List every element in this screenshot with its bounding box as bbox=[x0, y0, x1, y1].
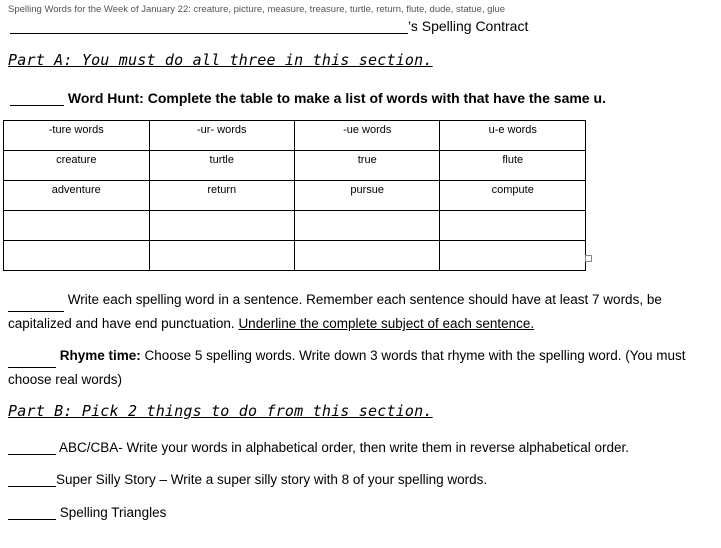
option-blank[interactable] bbox=[8, 473, 56, 487]
table-cell[interactable] bbox=[295, 241, 440, 271]
option-text: Super Silly Story – Write a super silly story with 8 of your spelling words. bbox=[56, 472, 488, 487]
table-cell[interactable] bbox=[4, 241, 150, 271]
table-cell[interactable] bbox=[440, 211, 586, 241]
table-header-cell: u-e words bbox=[440, 121, 586, 151]
word-hunt-label: Word Hunt: Complete the table to make a list of words with that have the same u. bbox=[67, 90, 606, 106]
table-header-row bbox=[4, 121, 586, 151]
table-cell[interactable] bbox=[149, 241, 294, 271]
part-a-heading: Part A: You must do all three in this section. bbox=[8, 51, 433, 69]
option-abc-cba bbox=[8, 440, 629, 455]
rhyme-task-label: Rhyme time: bbox=[59, 348, 141, 363]
rhyme-task bbox=[8, 344, 713, 392]
rhyme-task-blank[interactable] bbox=[8, 354, 56, 368]
table-cell[interactable]: true bbox=[295, 151, 440, 181]
table-cell[interactable] bbox=[149, 211, 294, 241]
table-cell[interactable]: compute bbox=[440, 181, 586, 211]
option-text: Spelling Triangles bbox=[59, 505, 167, 520]
table-header-cell: -ur- words bbox=[149, 121, 294, 151]
option-spelling-triangles bbox=[8, 505, 166, 520]
table-header-cell: -ture words bbox=[4, 121, 150, 151]
table-cell[interactable] bbox=[4, 211, 150, 241]
word-hunt-blank[interactable] bbox=[10, 92, 64, 106]
option-text: ABC/CBA- Write your words in alphabetical order, then write them in reverse alphabetical order. bbox=[59, 440, 630, 455]
contract-title bbox=[10, 18, 528, 34]
table-row bbox=[4, 241, 586, 271]
table-resize-handle[interactable] bbox=[585, 255, 592, 262]
word-hunt-table bbox=[3, 120, 586, 271]
word-hunt-instruction bbox=[10, 90, 606, 106]
option-blank[interactable] bbox=[8, 506, 56, 520]
table-cell[interactable]: pursue bbox=[295, 181, 440, 211]
sentence-task-blank[interactable] bbox=[8, 298, 64, 312]
sentence-task-text: Write each spelling word in a sentence. Remember each sentence should have at least 7 words, be capitalized and have end punctuation. bbox=[8, 292, 662, 331]
table-cell[interactable]: adventure bbox=[4, 181, 150, 211]
table-row bbox=[4, 151, 586, 181]
option-super-silly-story bbox=[8, 472, 487, 487]
spelling-words-header: Spelling Words for the Week of January 22: creature, picture, measure, treasure, turtle, return, flute, dude, statue, glue bbox=[8, 4, 506, 15]
sentence-task-underlined: Underline the complete subject of each sentence. bbox=[238, 316, 535, 331]
sentence-task bbox=[8, 288, 713, 336]
table-cell[interactable]: flute bbox=[440, 151, 586, 181]
table-cell[interactable]: creature bbox=[4, 151, 150, 181]
option-blank[interactable] bbox=[8, 441, 56, 455]
contract-title-text: ’s Spelling Contract bbox=[408, 18, 529, 34]
table-header-cell: -ue words bbox=[295, 121, 440, 151]
rhyme-task-text: Choose 5 spelling words. Write down 3 words that rhyme with the spelling word. (You must choose real words) bbox=[8, 348, 686, 387]
table-cell[interactable]: return bbox=[149, 181, 294, 211]
table-row bbox=[4, 211, 586, 241]
part-b-heading: Part B: Pick 2 things to do from this section. bbox=[8, 402, 433, 420]
table-cell[interactable]: turtle bbox=[149, 151, 294, 181]
name-blank[interactable] bbox=[10, 19, 408, 34]
table-cell[interactable] bbox=[295, 211, 440, 241]
table-row bbox=[4, 181, 586, 211]
table-cell[interactable] bbox=[440, 241, 586, 271]
